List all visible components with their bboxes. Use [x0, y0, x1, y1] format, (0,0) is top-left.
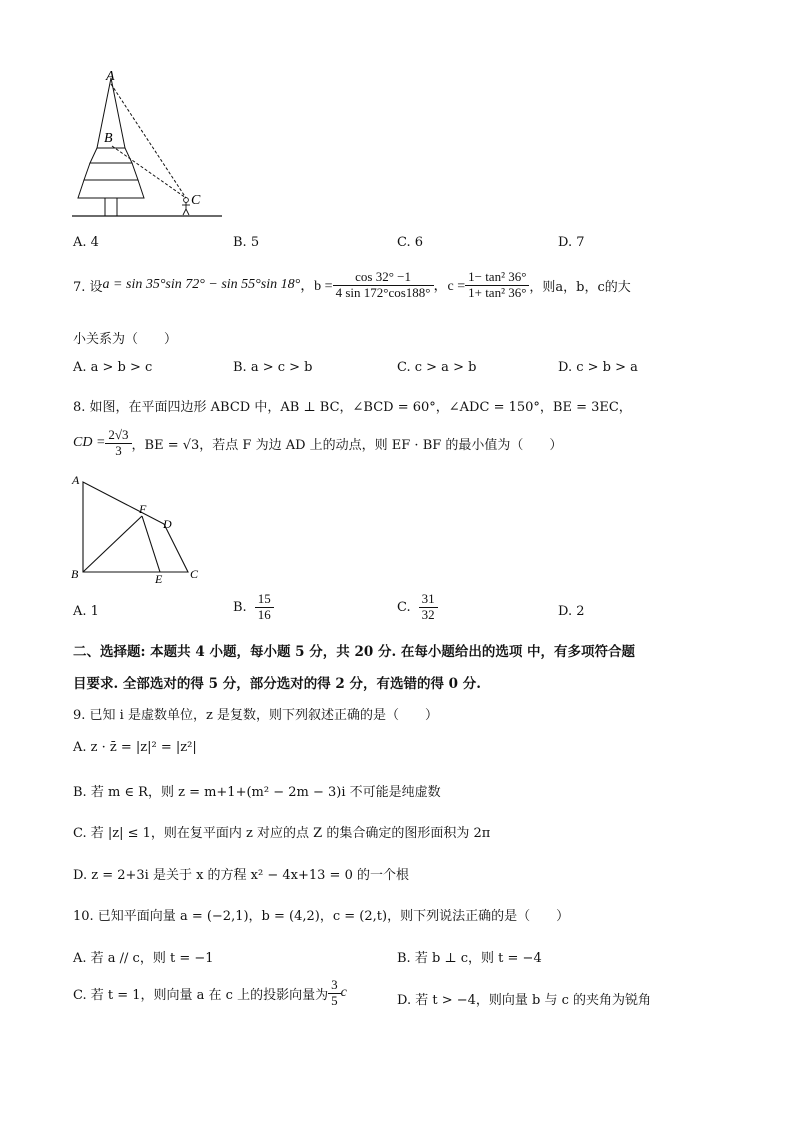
q6-option-d: D. 7: [558, 235, 585, 250]
label-c: C: [191, 193, 201, 208]
q10-option-b: B. 若 b ⊥ c，则 t = −4: [397, 951, 542, 966]
q8-option-c-fraction: [419, 592, 438, 623]
tree-figure: [68, 66, 228, 221]
sight-line-a: [111, 84, 186, 198]
label-b: B: [104, 131, 113, 146]
q8-option-c-numerator: 31: [419, 592, 438, 608]
q7-expr-c-lead: ，c =: [433, 279, 466, 295]
q10-option-c-tail: c: [340, 985, 347, 1001]
section-heading-line1: 二、选择题: 本题共 4 小题，每小题 5 分，共 20 分. 在每小题给出的选项 中，有多项符合题: [73, 644, 636, 660]
segment-bf: [83, 516, 142, 572]
q6-option-b: B. 5: [233, 235, 260, 250]
q10-option-a: A. 若 a // c，则 t = −1: [73, 951, 214, 966]
q7-expr-b-lead: ，b =: [300, 279, 333, 295]
q8-option-d: D. 2: [558, 604, 585, 619]
q6-option-c: C. 6: [397, 235, 424, 250]
q8-cd-denominator: 3: [115, 442, 122, 458]
q8-option-a: A. 1: [73, 604, 99, 619]
q7-b-numerator: cos 32° −1: [333, 270, 434, 286]
q7-prefix: 7. 设: [73, 279, 103, 295]
q9-option-b: B. 若 m ∈ R，则 z = m+1+(m² − 2m − 3)i 不可能是纯虚数: [73, 785, 441, 800]
q10-option-c: [73, 978, 347, 1009]
q8-cd-lead: CD =: [73, 435, 106, 451]
q8-stem-line1: 8. 如图，在平面四边形 ABCD 中，AB ⊥ BC，∠BCD = 60°，∠ADC = 150°，BE = 3EC，: [73, 400, 632, 415]
q6-option-a: A. 4: [73, 235, 99, 250]
q7-option-c: C. c > a > b: [397, 360, 477, 375]
q7-suffix: ，则a，b，c的大: [529, 279, 631, 295]
q8-option-c: [397, 592, 438, 623]
label-d: D: [163, 517, 172, 531]
quadrilateral-abcd: [83, 482, 188, 572]
q7-expr-a: a = sin 35°sin 72° − sin 55°sin 18°: [102, 277, 301, 293]
q8-option-b: [233, 592, 274, 623]
sight-line-b: [112, 146, 186, 198]
q8-option-c-denominator: 32: [421, 606, 435, 622]
q9-option-d: D. z = 2+3i 是关于 x 的方程 x² − 4x+13 = 0 的一个根: [73, 868, 409, 883]
q7-option-a: A. a > b > c: [73, 360, 153, 375]
q7-b-fraction: [333, 270, 434, 301]
q8-line2-rest: ，BE = √3，若点 F 为边 AD 上的动点，则 EF · BF 的最小值为（ ）: [131, 437, 563, 453]
section-heading-line2: 目要求. 全部选对的得 5 分，部分选对的得 2 分，有选错的得 0 分.: [73, 676, 481, 692]
quadrilateral-figure: [68, 474, 208, 584]
q10-option-c-denominator: 5: [331, 992, 338, 1008]
person-icon: [184, 198, 189, 203]
label-c: C: [190, 567, 199, 581]
q10-stem: 10. 已知平面向量 a = (−2,1)，b = (4,2)，c = (2,t)，则下列说法正确的是（ ）: [73, 909, 570, 924]
q9-option-a: A. z · z̄ = |z|² = |z²|: [73, 740, 197, 755]
q10-option-c-fraction: [328, 978, 341, 1009]
q8-cd-numerator: 2√3: [105, 428, 131, 444]
q8-cd-fraction: [105, 428, 131, 459]
q8-option-b-denominator: 16: [257, 606, 271, 622]
q7-stem-line2: 小关系为（ ）: [73, 332, 178, 347]
q9-option-c: C. 若 |z| ≤ 1，则在复平面内 z 对应的点 Z 的集合确定的图形面积为 2π: [73, 826, 491, 841]
q7-c-denominator: 1+ tan² 36°: [468, 284, 527, 300]
label-a: A: [72, 474, 80, 487]
q7-option-d: D. c > b > a: [558, 360, 638, 375]
label-e: E: [155, 572, 163, 584]
q8-option-b-fraction: [255, 592, 274, 623]
label-f: F: [139, 502, 147, 516]
q8-option-b-lead: B.: [233, 599, 247, 615]
q10-option-d: D. 若 t > −4，则向量 b 与 c 的夹角为锐角: [397, 993, 652, 1008]
segment-ef: [142, 516, 160, 572]
q9-stem: 9. 已知 i 是虚数单位，z 是复数，则下列叙述正确的是（ ）: [73, 708, 438, 723]
q8-stem-line2: [73, 428, 562, 459]
q10-option-c-lead: C. 若 t = 1，则向量 a 在 c 上的投影向量为: [73, 987, 329, 1003]
q7-b-denominator: 4 sin 172°cos188°: [335, 284, 431, 300]
label-b: B: [71, 567, 79, 581]
q8-option-c-lead: C.: [397, 599, 411, 615]
q7-stem: [73, 270, 631, 301]
q7-option-b: B. a > c > b: [233, 360, 313, 375]
q8-option-b-numerator: 15: [255, 592, 274, 608]
q7-c-fraction: [465, 270, 529, 301]
q7-c-numerator: 1− tan² 36°: [465, 270, 529, 286]
q10-option-c-numerator: 3: [328, 978, 341, 994]
label-a: A: [106, 69, 115, 84]
